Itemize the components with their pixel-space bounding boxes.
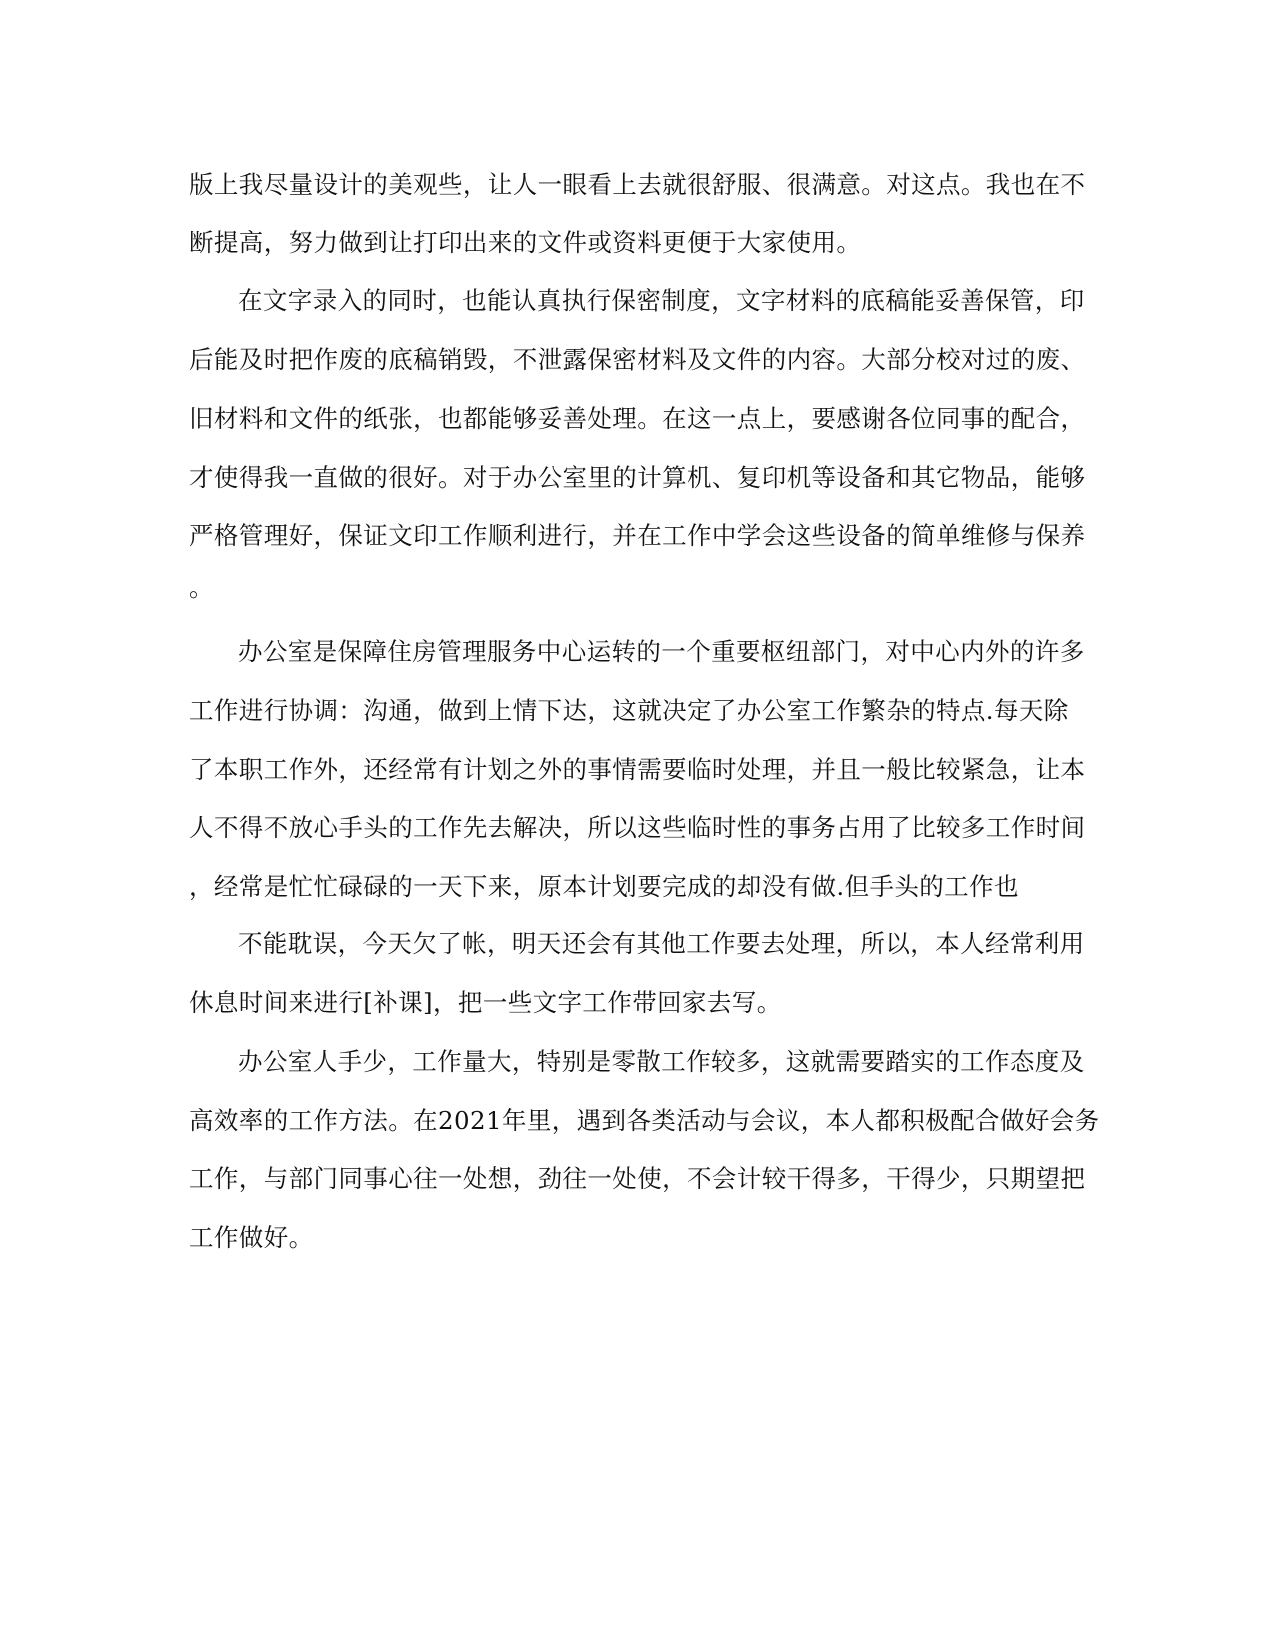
paragraph-start-line: 办公室是保障住房管理服务中心运转的一个重要枢纽部门，对中心内外的许多 bbox=[238, 637, 1085, 666]
text-line: 断提高，努力做到让打印出来的文件或资料更便于大家使用。 bbox=[189, 228, 862, 257]
paragraph-start-line: 在文字录入的同时，也能认真执行保密制度，文字材料的底稿能妥善保管，印 bbox=[238, 286, 1085, 315]
text-line: 。 bbox=[189, 573, 214, 602]
text-line: 才使得我一直做的很好。对于办公室里的计算机、复印机等设备和其它物品，能够 bbox=[189, 463, 1086, 492]
text-line: 人不得不放心手头的工作先去解决，所以这些临时性的事务占用了比较多工作时间 bbox=[189, 813, 1086, 842]
text-line: 工作进行协调：沟通，做到上情下达，这就决定了办公室工作繁杂的特点.每天除 bbox=[189, 696, 1069, 725]
paragraph-start-line: 办公室人手少，工作量大，特别是零散工作较多，这就需要踏实的工作态度及 bbox=[238, 1047, 1085, 1076]
text-line: 旧材料和文件的纸张，也都能够妥善处理。在这一点上，要感谢各位同事的配合， bbox=[189, 404, 1086, 433]
text-line: ，经常是忙忙碌碌的一天下来，原本计划要完成的却没有做.但手头的工作也 bbox=[189, 872, 1019, 901]
text-line: 高效率的工作方法。在2021年里，遇到各类活动与会议，本人都积极配合做好会务 bbox=[189, 1106, 1100, 1135]
text-line: 版上我尽量设计的美观些，让人一眼看上去就很舒服、很满意。对这点。我也在不 bbox=[189, 170, 1086, 199]
text-line: 工作做好。 bbox=[189, 1223, 314, 1252]
text-line: 后能及时把作废的底稿销毁，不泄露保密材料及文件的内容。大部分校对过的废、 bbox=[189, 345, 1086, 374]
text-line: 了本职工作外，还经常有计划之外的事情需要临时处理，并且一般比较紧急，让本 bbox=[189, 755, 1086, 784]
text-line: 休息时间来进行[补课]，把一些文字工作带回家去写。 bbox=[189, 988, 782, 1017]
text-line: 工作，与部门同事心往一处想，劲往一处使，不会计较干得多，干得少，只期望把 bbox=[189, 1164, 1086, 1193]
paragraph-start-line: 不能耽误，今天欠了帐，明天还会有其他工作要去处理，所以，本人经常利用 bbox=[238, 929, 1085, 958]
text-line: 严格管理好，保证文印工作顺利进行，并在工作中学会这些设备的简单维修与保养 bbox=[189, 521, 1086, 550]
